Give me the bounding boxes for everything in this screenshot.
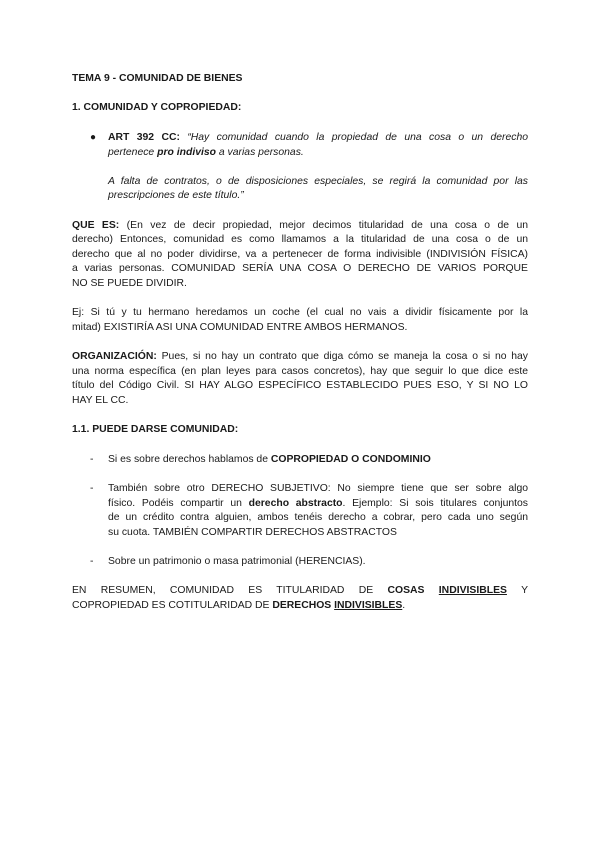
item-3: Sobre un patrimonio o masa patrimonial (HERENCIAS).	[108, 556, 366, 567]
art-quote-2c: a varias personas.	[218, 147, 304, 158]
item-1-bold: COPROPIEDAD O CONDOMINIO	[270, 454, 431, 465]
art-pro-indiviso: pro indiviso	[157, 147, 216, 158]
resumen-cosas: COSAS	[387, 585, 425, 596]
organizacion-line-2: una norma específica (en plan leyes para casos concretos), hay que seguir lo que dice este	[72, 366, 528, 377]
dash-marker: -	[90, 556, 94, 567]
que-es-line-3: derecho que al no poder dividirse, va a pertenecer de forma indivisible (INDIVISIÓN FÍSICA)	[72, 249, 528, 260]
item-1	[108, 453, 431, 466]
dash-marker: -	[90, 483, 94, 494]
art-quote-2a: pertenece	[108, 147, 155, 158]
resumen-line-1	[72, 584, 528, 597]
item-2-text-a: físico. Podéis compartir un	[108, 498, 242, 509]
art-line-1	[108, 131, 528, 144]
item-2-text-c: . Ejemplo: Si sois titulares conjuntos	[342, 498, 528, 509]
art-paragraph-2-line-1: A falta de contratos, o de disposiciones especiales, se regirá la comunidad por las	[108, 176, 528, 187]
resumen-period: .	[402, 600, 406, 611]
item-2-derecho-abstracto: derecho abstracto	[248, 498, 343, 509]
ejemplo-line-1: Ej: Si tú y tu hermano heredamos un coche (el cual no vais a dividir físicamente por la	[72, 307, 528, 318]
que-es-line-4: a varias personas. COMUNIDAD SERÍA UNA COSA O DERECHO DE VARIOS PORQUE	[72, 263, 528, 274]
document-title: TEMA 9 - COMUNIDAD DE BIENES	[72, 73, 243, 84]
item-1-text: Si es sobre derechos hablamos de	[108, 454, 268, 465]
que-es-line-1	[72, 219, 528, 232]
que-es-line-5: NO SE PUEDE DIVIDIR.	[72, 278, 187, 289]
item-2-line-3: de un crédito contra alguien, ambos tenéis derecho a cobrar, pero cada uno según	[108, 512, 528, 523]
organizacion-line-4: HAY EL CC.	[72, 395, 129, 406]
resumen-derechos: DERECHOS	[272, 600, 332, 611]
dash-marker: -	[90, 454, 94, 465]
item-2-line-2	[108, 497, 528, 510]
resumen-indivisibles-2: INDIVISIBLES	[334, 600, 403, 611]
que-es-text-1: (En vez de decir propiedad, mejor decimos titularidad de una cosa o de un	[126, 220, 528, 231]
organizacion-line-1	[72, 350, 528, 363]
resumen-line-2	[72, 599, 405, 612]
que-es-label: QUE ES:	[72, 220, 120, 231]
resumen-y: Y	[521, 585, 529, 596]
organizacion-text-1: Pues, si no hay un contrato que diga cómo se maneja la cosa o si no hay	[161, 351, 529, 362]
item-2-line-1: También sobre otro DERECHO SUBJETIVO: No siempre tiene que ser sobre algo	[108, 483, 528, 494]
organizacion-line-3: título del Código Civil. SI HAY ALGO ESPECÍFICO ESTABLECIDO PUES ESO, Y SI NO LO	[72, 380, 528, 391]
resumen-text-1: EN RESUMEN, COMUNIDAD ES TITULARIDAD DE	[72, 585, 374, 596]
que-es-line-2: derecho) Entonces, comunidad es como llamamos a la titularidad de una cosa o de un	[72, 234, 528, 245]
section-heading-1-1: 1.1. PUEDE DARSE COMUNIDAD:	[72, 424, 239, 435]
resumen-text-2: COPROPIEDAD ES COTITULARIDAD DE	[72, 600, 270, 611]
ejemplo-line-2: mitad) EXISTIRÍA ASI UNA COMUNIDAD ENTRE AMBOS HERMANOS.	[72, 322, 408, 333]
item-2-line-4: su cuota. TAMBIÉN COMPARTIR DERECHOS ABSTRACTOS	[108, 527, 397, 538]
resumen-indivisibles-1: INDIVISIBLES	[438, 585, 507, 596]
art-quote-1: “Hay comunidad cuando la propiedad de una cosa o un derecho	[187, 132, 529, 143]
section-heading-1: 1. COMUNIDAD Y COPROPIEDAD:	[72, 102, 242, 113]
organizacion-label: ORGANIZACIÓN:	[72, 351, 157, 362]
art-label: ART 392 CC:	[108, 132, 180, 143]
art-line-2	[108, 146, 304, 159]
bullet-icon: ●	[90, 132, 97, 143]
art-paragraph-2-line-2: prescripciones de este título.”	[108, 190, 244, 201]
